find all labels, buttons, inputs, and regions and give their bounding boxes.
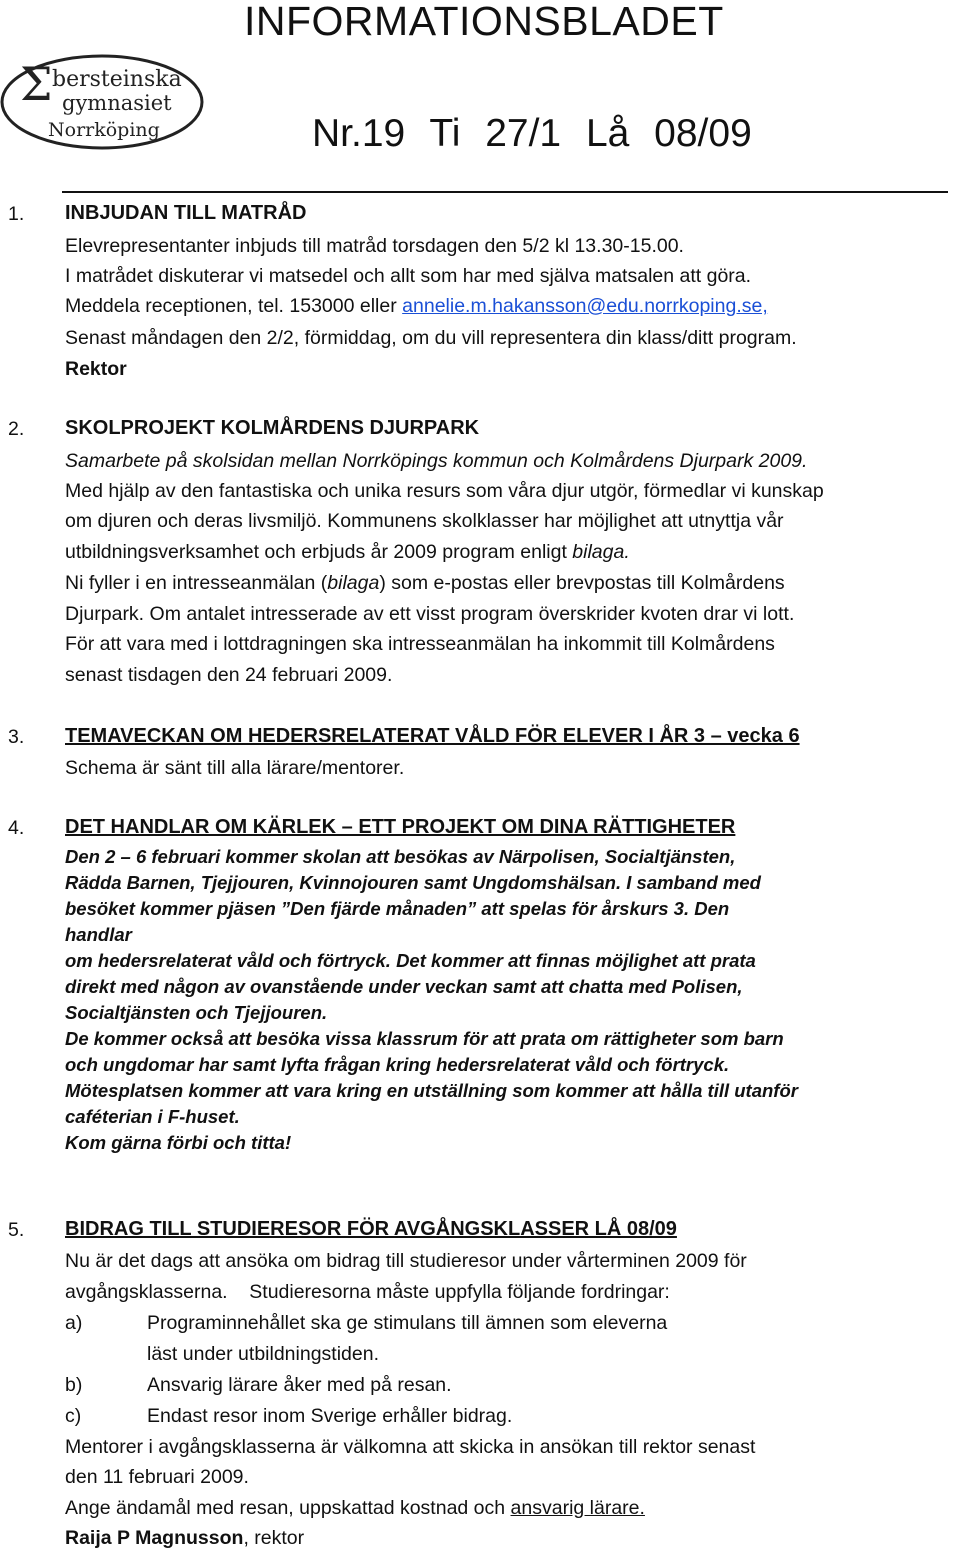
section-2-number: 2.	[8, 418, 25, 440]
section-1-line: Elevrepresentanter inbjuds till matråd torsdagen den 5/2 kl 13.30-15.00.	[65, 235, 684, 257]
list-item-c: Endast resor inom Sverige erhåller bidrag.	[147, 1405, 513, 1427]
section-4-line: Rädda Barnen, Tjejjouren, Kvinnojouren samt Ungdomshälsan. I samband med	[65, 872, 761, 893]
section-5-line: Ange ändamål med resan, uppskattad kostnad och ansvarig lärare.	[65, 1497, 645, 1519]
page-title: INFORMATIONSBLADET	[244, 0, 724, 44]
section-3-heading: TEMAVECKAN OM HEDERSRELATERAT VÅLD FÖR ELEVER I ÅR 3 – vecka 6	[65, 725, 800, 747]
section-5-number: 5.	[8, 1219, 25, 1241]
section-4-line: De kommer också att besöka vissa klassrum för att prata om rättigheter som barn	[65, 1028, 784, 1049]
section-5-line: avgångsklasserna. Studieresorna måste uppfylla följande fordringar:	[65, 1281, 670, 1303]
section-4-line: handlar	[65, 924, 132, 945]
list-label-c: c)	[65, 1405, 82, 1427]
section-4-line: besöket kommer pjäsen ”Den fjärde månaden” att spelas för årskurs 3. Den	[65, 898, 730, 919]
email-link[interactable]: annelie.m.hakansson@edu.norrkoping.se,	[402, 295, 768, 317]
section-2-line: senast tisdagen den 24 februari 2009.	[65, 664, 393, 686]
section-2-line: Med hjälp av den fantastiska och unika resurs som våra djur utgör, förmedlar vi kunskap	[65, 480, 824, 502]
section-4-line: direkt med någon av ovanstående under veckan samt att chatta med Polisen,	[65, 976, 743, 997]
section-1-line: Meddela receptionen, tel. 153000 eller annelie.m.hakansson@edu.norrkoping.se,	[65, 295, 768, 317]
section-3-line: Schema är sänt till alla lärare/mentorer.	[65, 757, 405, 779]
header-divider	[62, 191, 948, 193]
list-item-b: Ansvarig lärare åker med på resan.	[147, 1374, 452, 1396]
section-3-number: 3.	[8, 726, 25, 748]
section-2-line: om djuren och deras livsmiljö. Kommunens skolklasser har möjlighet att utnyttja vår	[65, 510, 784, 532]
list-label-b: b)	[65, 1374, 83, 1396]
section-2-intro: Samarbete på skolsidan mellan Norrköpings kommun och Kolmårdens Djurpark 2009.	[65, 450, 808, 472]
section-4-heading: DET HANDLAR OM KÄRLEK – ETT PROJEKT OM DINA RÄTTIGHETER	[65, 816, 736, 838]
section-4-line: och ungdomar har samt lyfta frågan kring hedersrelaterat våld och förtryck.	[65, 1054, 730, 1075]
section-5-heading: BIDRAG TILL STUDIERESOR FÖR AVGÅNGSKLASSER LÅ 08/09	[65, 1218, 677, 1240]
school-logo	[0, 52, 210, 152]
list-label-a: a)	[65, 1312, 83, 1334]
section-1-heading: INBJUDAN TILL MATRÅD	[65, 202, 307, 224]
section-4-line: Kom gärna förbi och titta!	[65, 1132, 292, 1153]
section-1-line: Senast måndagen den 2/2, förmiddag, om du vill representera din klass/ditt program.	[65, 327, 797, 349]
section-2-line: Ni fyller i en intresseanmälan (bilaga) som e-postas eller brevpostas till Kolmårdens	[65, 572, 785, 594]
section-2-line: För att vara med i lottdragningen ska intresseanmälan ha inkommit till Kolmårdens	[65, 633, 775, 655]
section-5-line: Mentorer i avgångsklasserna är välkomna att skicka in ansökan till rektor senast	[65, 1436, 756, 1458]
list-item-a: Programinnehållet ska ge stimulans till ämnen som eleverna	[147, 1312, 668, 1334]
section-5-line: den 11 februari 2009.	[65, 1466, 249, 1488]
svg-text:Norrköping: Norrköping	[48, 119, 160, 141]
issue-number: Nr.19 Ti 27/1 Lå 08/09	[312, 112, 752, 155]
svg-text:Σ: Σ	[20, 57, 53, 111]
svg-text:bersteinska: bersteinska	[52, 67, 182, 92]
section-2-line: utbildningsverksamhet och erbjuds år 2009 program enligt bilaga.	[65, 541, 630, 563]
section-5-signature: Raija P Magnusson, rektor	[65, 1527, 305, 1549]
section-4-line: Mötesplatsen kommer att vara kring en utställning som kommer att hålla till utanför	[65, 1080, 798, 1101]
section-4-line: om hedersrelaterat våld och förtryck. Det kommer att finnas möjlighet att prata	[65, 950, 756, 971]
section-2-line: Djurpark. Om antalet intresserade av ett visst program överskrider kvoten drar vi lott.	[65, 603, 795, 625]
section-4-line: caféterian i F-huset.	[65, 1106, 240, 1127]
list-item-a-cont: läst under utbildningstiden.	[147, 1343, 379, 1365]
section-1-signature: Rektor	[65, 358, 127, 380]
section-5-line: Nu är det dags att ansöka om bidrag till studieresor under vårterminen 2009 för	[65, 1250, 747, 1272]
section-1-number: 1.	[8, 203, 25, 225]
section-1-line: I matrådet diskuterar vi matsedel och allt som har med själva matsalen att göra.	[65, 265, 752, 287]
svg-text:gymnasiet: gymnasiet	[62, 91, 172, 115]
section-4-number: 4.	[8, 817, 25, 839]
section-4-line: Socialtjänsten och Tjejjouren.	[65, 1002, 328, 1023]
section-4-line: Den 2 – 6 februari kommer skolan att besökas av Närpolisen, Socialtjänsten,	[65, 846, 736, 867]
section-2-heading: SKOLPROJEKT KOLMÅRDENS DJURPARK	[65, 417, 480, 439]
